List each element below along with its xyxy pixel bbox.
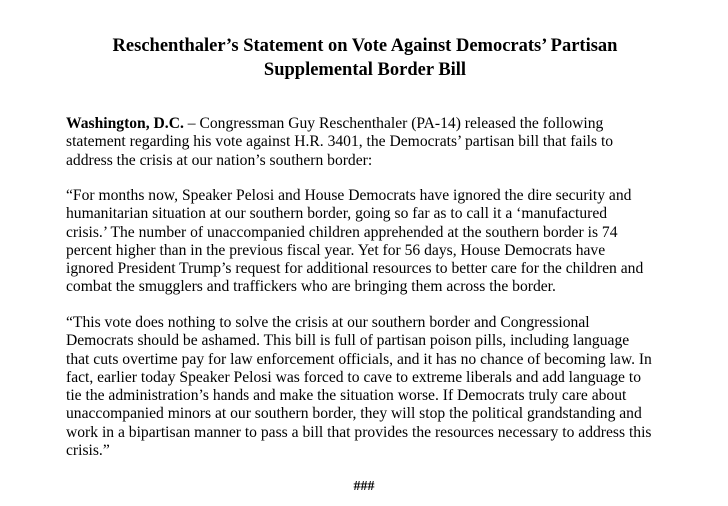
- page-title: [60, 34, 670, 82]
- dateline: Washington, D.C.: [66, 115, 184, 132]
- quote-paragraph-1: [66, 187, 706, 297]
- intro-line-2: statement regarding his vote against H.R. 3401, the Democrats’ partisan bill that fails to: [66, 133, 614, 151]
- quote1-line: humanitarian situation at our southern border, going so far as to call it a ‘manufactured: [66, 205, 608, 223]
- intro-line-1: [66, 115, 706, 133]
- quote1-line: “For months now, Speaker Pelosi and House Democrats have ignored the dire security and: [66, 187, 632, 204]
- intro-line-1-rest: – Congressman Guy Reschenthaler (PA-14) released the following: [183, 115, 604, 132]
- quote2-line: that cuts overtime pay for law enforcement officials, and it has no chance of becoming law. In: [66, 350, 652, 368]
- quote1-line: combat the smugglers and traffickers who are bringing them across the border.: [66, 278, 556, 296]
- quote2-line: Democrats should be ashamed. This bill is full of partisan poison pills, including language: [66, 332, 630, 350]
- quote2-line: “This vote does nothing to solve the crisis at our southern border and Congressional: [66, 314, 590, 331]
- quote1-line: percent higher than in the previous fiscal year. Yet for 56 days, House Democrats have: [66, 241, 606, 259]
- end-of-release-mark: ###: [353, 479, 375, 494]
- quote1-line: ignored President Trump’s request for additional resources to better care for the children and: [66, 260, 644, 278]
- quote-paragraph-2: [66, 314, 706, 460]
- title-line-1: Reschenthaler’s Statement on Vote Against Democrats’ Partisan: [112, 36, 618, 56]
- quote2-line: fact, earlier today Speaker Pelosi was forced to cave to extreme liberals and add language to: [66, 368, 641, 386]
- intro-paragraph: [66, 115, 706, 170]
- quote2-line: crisis.”: [66, 442, 110, 460]
- quote2-line: unaccompanied minors at our southern border, they will stop the political grandstanding and: [66, 405, 642, 423]
- quote1-line: crisis.’ The number of unaccompanied children apprehended at the southern border is 74: [66, 223, 618, 241]
- quote2-line: work in a bipartisan manner to pass a bill that provides the resources necessary to address this: [66, 423, 652, 441]
- quote2-line: tie the administration’s hands and make the situation worse. If Democrats truly care about: [66, 387, 627, 405]
- intro-line-3: address the crisis at our nation’s southern border:: [66, 151, 373, 169]
- title-line-2: Supplemental Border Bill: [263, 60, 467, 80]
